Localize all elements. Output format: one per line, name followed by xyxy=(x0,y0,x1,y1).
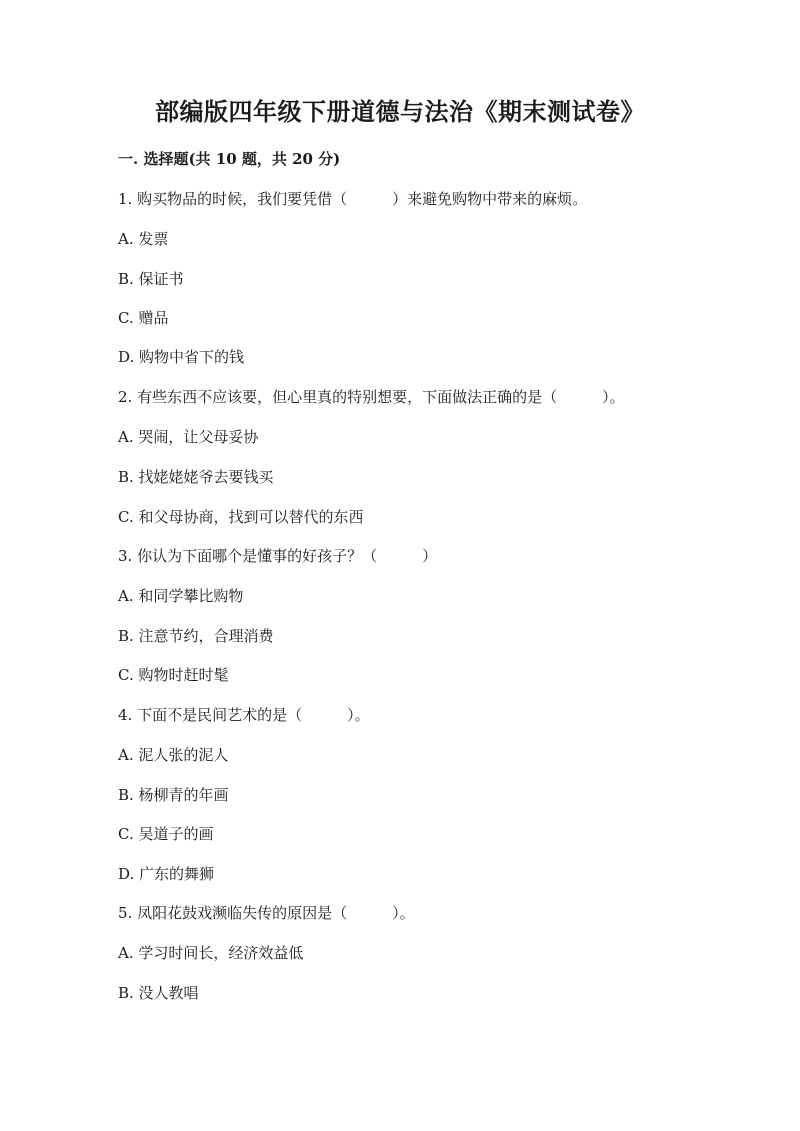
page-title: 部编版四年级下册道德与法治《期末测试卷》 xyxy=(155,97,645,126)
question-3-option-b: B. 注意节约，合理消费 xyxy=(118,627,274,645)
question-4-stem: 4. 下面不是民间艺术的是（ ）。 xyxy=(118,706,370,724)
question-4-option-a: A. 泥人张的泥人 xyxy=(118,746,229,764)
question-1-option-d: D. 购物中省下的钱 xyxy=(118,348,245,366)
question-5-option-a: A. 学习时间长，经济效益低 xyxy=(118,944,304,962)
question-2-option-c: C. 和父母协商，找到可以替代的东西 xyxy=(118,508,364,526)
question-2-option-b: B. 找姥姥姥爷去要钱买 xyxy=(118,468,274,486)
question-1-option-c: C. 赠品 xyxy=(118,309,169,327)
question-3-option-a: A. 和同学攀比购物 xyxy=(118,587,244,605)
question-1-stem: 1. 购买物品的时候，我们要凭借（ ）来避免购物中带来的麻烦。 xyxy=(118,190,588,208)
question-4-option-d: D. 广东的舞狮 xyxy=(118,865,215,883)
question-3-option-c: C. 购物时赶时髦 xyxy=(118,666,229,684)
question-2-stem: 2. 有些东西不应该要，但心里真的特别想要，下面做法正确的是（ ）。 xyxy=(118,388,625,406)
question-1-option-b: B. 保证书 xyxy=(118,270,184,288)
question-5-stem: 5. 凤阳花鼓戏濒临失传的原因是（ ）。 xyxy=(118,904,415,922)
question-2-option-a: A. 哭闹，让父母妥协 xyxy=(118,428,259,446)
question-5-option-b: B. 没人教唱 xyxy=(118,984,199,1002)
question-3-stem: 3. 你认为下面哪个是懂事的好孩子？（ ） xyxy=(118,547,438,565)
question-4-option-c: C. 吴道子的画 xyxy=(118,825,214,843)
question-1-option-a: A. 发票 xyxy=(118,230,169,248)
section-heading: 一. 选择题(共 10 题，共 20 分) xyxy=(118,150,341,168)
question-4-option-b: B. 杨柳青的年画 xyxy=(118,786,229,804)
